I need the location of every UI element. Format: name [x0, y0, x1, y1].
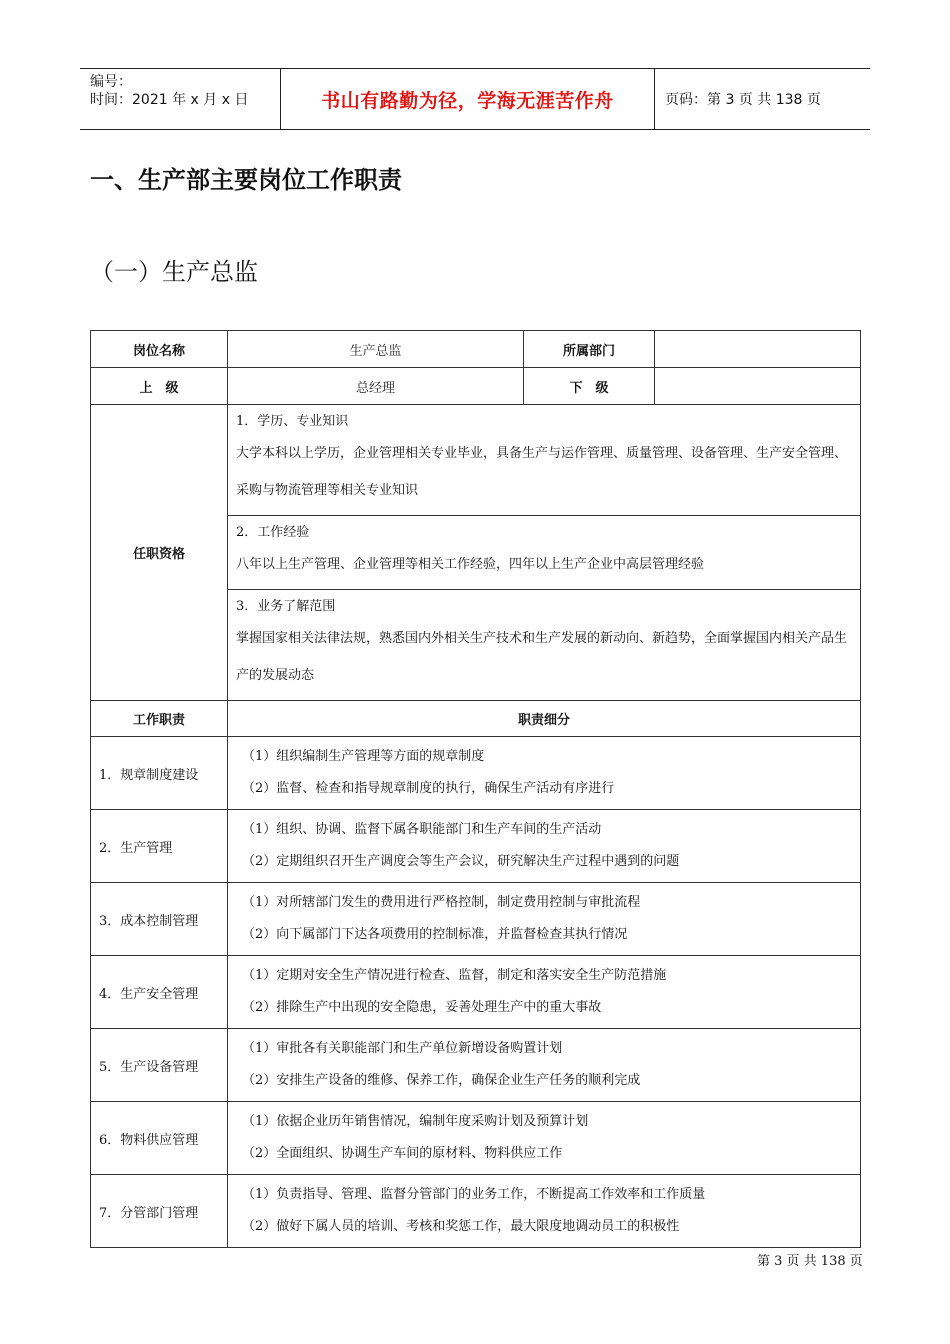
table-row: [91, 883, 861, 956]
duty-item: （2）向下属部门下达各项费用的控制标准，并监督检查其执行情况: [242, 927, 628, 942]
duty-item: （1）组织编制生产管理等方面的规章制度: [242, 749, 485, 764]
table-row: [91, 1175, 861, 1248]
duty-item: （2）全面组织、协调生产车间的原材料、物料供应工作: [242, 1146, 563, 1161]
duty-item: （1）对所辖部门发生的费用进行严格控制，制定费用控制与审批流程: [242, 895, 641, 910]
table-row: [91, 1029, 861, 1102]
qualification-item: [228, 516, 861, 590]
duty-name: 2．生产管理: [91, 810, 228, 883]
duty-item: （2）排除生产中出现的安全隐患，妥善处理生产中的重大事故: [242, 1000, 602, 1015]
table-row: [91, 405, 861, 516]
qualification-title: 1．学历、专业知识: [236, 414, 349, 429]
qualification-title: 3．业务了解范围: [236, 599, 336, 614]
superior-value: 总经理: [228, 368, 524, 405]
table-row: [91, 701, 861, 737]
qualification-body: 大学本科以上学历，企业管理相关专业毕业，具备生产与运作管理、质量管理、设备管理、生产安全管理、采购与物流管理等相关专业知识: [236, 446, 848, 498]
duty-item: （2）安排生产设备的维修、保养工作，确保企业生产任务的顺利完成: [242, 1073, 641, 1088]
position-name-label: 岗位名称: [91, 331, 228, 368]
duty-item: （1）审批各有关职能部门和生产单位新增设备购置计划: [242, 1041, 563, 1056]
duty-header-right: 职责细分: [228, 701, 861, 737]
duty-details: [228, 1102, 861, 1175]
duty-details: [228, 1175, 861, 1248]
duty-details: [228, 810, 861, 883]
table-row: [91, 810, 861, 883]
table-row: [91, 331, 861, 368]
table-row: [91, 368, 861, 405]
qualification-label: 任职资格: [91, 405, 228, 701]
qualification-item: [228, 405, 861, 516]
duty-name: 4．生产安全管理: [91, 956, 228, 1029]
time-label: 时间：2021 年 x 月 x 日: [90, 92, 249, 108]
duty-name: 5．生产设备管理: [91, 1029, 228, 1102]
header-motto-cell: [281, 69, 655, 129]
duty-item: （2）监督、检查和指导规章制度的执行，确保生产活动有序进行: [242, 781, 615, 796]
job-description-table: [90, 330, 861, 1248]
duty-name: 1．规章制度建设: [91, 737, 228, 810]
duty-item: （2）定期组织召开生产调度会等生产会议，研究解决生产过程中遇到的问题: [242, 854, 680, 869]
duty-details: [228, 737, 861, 810]
subordinate-label: 下 级: [524, 368, 655, 405]
qualification-body: 八年以上生产管理、企业管理等相关工作经验，四年以上生产企业中高层管理经验: [236, 557, 705, 572]
header-meta: [80, 69, 281, 129]
duty-item: （1）组织、协调、监督下属各职能部门和生产车间的生产活动: [242, 822, 602, 837]
department-label: 所属部门: [524, 331, 655, 368]
duty-details: [228, 1029, 861, 1102]
duty-header-left: 工作职责: [91, 701, 228, 737]
duty-item: （1）依据企业历年销售情况，编制年度采购计划及预算计划: [242, 1114, 589, 1129]
department-value: [655, 331, 861, 368]
qualification-item: [228, 590, 861, 701]
qualification-body: 掌握国家相关法律法规，熟悉国内外相关生产技术和生产发展的新动向、新趋势，全面掌握国内相关产品生产的发展动态: [236, 631, 848, 683]
number-label: 编号：: [90, 74, 132, 90]
page-header: [80, 68, 870, 130]
subordinate-value: [655, 368, 861, 405]
superior-label: 上 级: [91, 368, 228, 405]
table-row: [91, 737, 861, 810]
duty-name: 6．物料供应管理: [91, 1102, 228, 1175]
table-row: [91, 956, 861, 1029]
table-row: [91, 1102, 861, 1175]
header-motto: 书山有路勤为径，学海无涯苦作舟: [321, 89, 614, 112]
duty-details: [228, 883, 861, 956]
duty-name: 7．分管部门管理: [91, 1175, 228, 1248]
duty-details: [228, 956, 861, 1029]
page-footer: 第 3 页 共 138 页: [757, 1254, 863, 1269]
section-heading: 一、生产部主要岗位工作职责: [90, 166, 402, 194]
duty-item: （1）负责指导、管理、监督分管部门的业务工作，不断提高工作效率和工作质量: [242, 1187, 706, 1202]
header-page-info: 页码：第 3 页 共 138 页: [665, 92, 821, 108]
duty-item: （2）做好下属人员的培训、考核和奖惩工作，最大限度地调动员工的积极性: [242, 1219, 680, 1234]
qualification-title: 2．工作经验: [236, 525, 310, 540]
duty-name: 3．成本控制管理: [91, 883, 228, 956]
subsection-heading: （一）生产总监: [90, 258, 258, 286]
duty-item: （1）定期对安全生产情况进行检查、监督，制定和落实安全生产防范措施: [242, 968, 667, 983]
position-name-value: 生产总监: [228, 331, 524, 368]
